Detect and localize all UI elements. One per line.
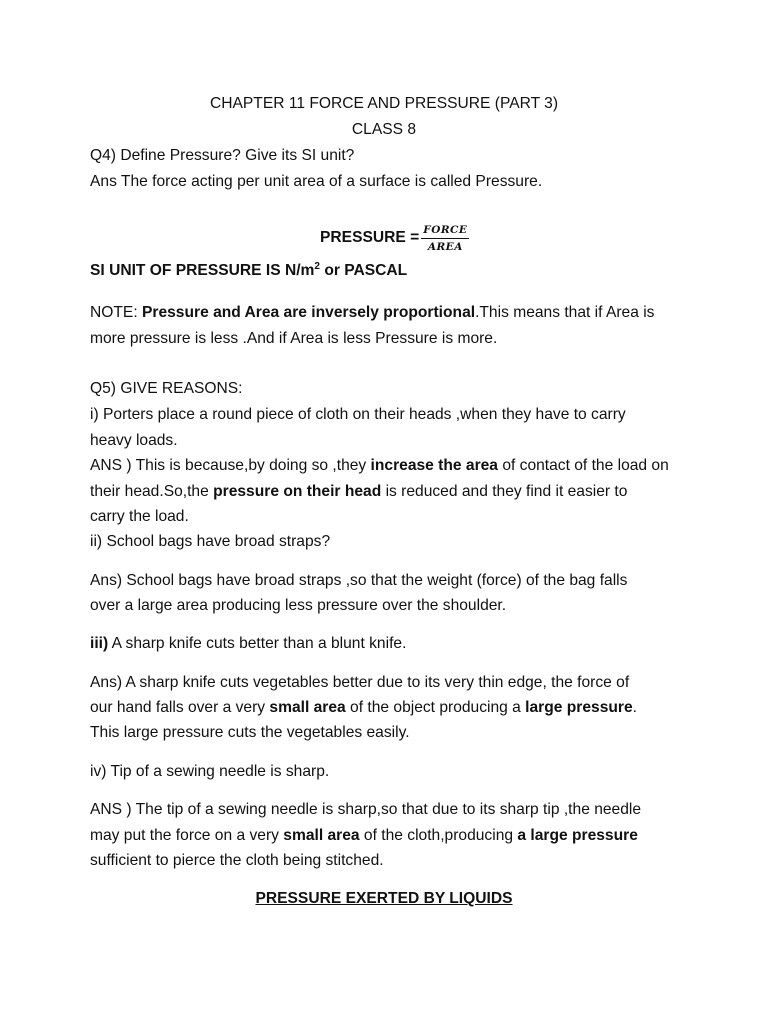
q5-i-answer-line-1 bbox=[90, 456, 669, 476]
si-unit-suffix: or PASCAL bbox=[319, 262, 408, 280]
class-label: CLASS 8 bbox=[351, 121, 417, 138]
si-unit-superscript: 2 bbox=[314, 261, 320, 272]
note-line-1 bbox=[90, 303, 654, 323]
text-span: our hand falls over a very bbox=[90, 699, 270, 716]
text-span: is reduced and they find it easier to bbox=[381, 483, 628, 500]
text-span: of the cloth,producing bbox=[359, 827, 518, 844]
q4-question: Q4) Define Pressure? Give its SI unit? bbox=[90, 147, 355, 164]
q4-answer: Ans The force acting per unit area of a surface is called Pressure. bbox=[90, 173, 543, 190]
bold-span: increase the area bbox=[370, 457, 498, 474]
section-heading-text: PRESSURE EXERTED BY LIQUIDS bbox=[255, 890, 513, 907]
text-span: ANS ) This is because,by doing so ,they bbox=[90, 457, 371, 474]
note-label: NOTE: bbox=[90, 304, 142, 321]
text-span: may put the force on a very bbox=[90, 827, 284, 844]
q5-iii-answer-line-2 bbox=[90, 698, 637, 718]
q5-iii-answer-line-1: Ans) A sharp knife cuts vegetables better due to its very thin edge, the force of bbox=[90, 674, 630, 691]
q5-ii-answer-line-2: over a large area producing less pressure over the shoulder. bbox=[90, 597, 507, 614]
note-rest: .This means that if Area is bbox=[475, 304, 655, 321]
bold-span: small area bbox=[269, 699, 346, 716]
q5-i-answer-line-2 bbox=[90, 482, 627, 502]
bold-span: pressure on their head bbox=[213, 483, 382, 500]
note-bold: Pressure and Area are inversely proportional bbox=[141, 304, 476, 321]
q5-title: Q5) GIVE REASONS: bbox=[90, 380, 243, 397]
si-unit-line bbox=[90, 257, 407, 281]
text-span: of contact of the load on bbox=[497, 457, 669, 474]
text-span: their head.So,the bbox=[90, 483, 214, 500]
q5-iv-answer-line-2 bbox=[90, 826, 638, 846]
formula-numerator: FORCE bbox=[421, 224, 469, 239]
q5-iv-answer-line-3: sufficient to pierce the cloth being stitched. bbox=[90, 852, 384, 869]
bold-span: small area bbox=[283, 827, 360, 844]
q5-iii-question bbox=[90, 634, 406, 654]
text-span: of the object producing a bbox=[345, 699, 526, 716]
q5-ii-question: ii) School bags have broad straps? bbox=[90, 533, 331, 550]
text-span: A sharp knife cuts better than a blunt knife. bbox=[108, 635, 407, 652]
q5-ii-answer-line-1: Ans) School bags have broad straps ,so that the weight (force) of the bag falls bbox=[90, 572, 628, 589]
chapter-title: CHAPTER 11 FORCE AND PRESSURE (PART 3) bbox=[209, 95, 559, 112]
q5-i-answer-line-3: carry the load. bbox=[90, 508, 189, 525]
pressure-formula bbox=[320, 218, 469, 258]
q5-i-question-line-2: heavy loads. bbox=[90, 432, 178, 449]
formula-fraction bbox=[421, 224, 469, 253]
text-span: . bbox=[632, 699, 637, 716]
q5-iv-question: iv) Tip of a sewing needle is sharp. bbox=[90, 763, 330, 780]
bold-span: iii) bbox=[90, 635, 109, 652]
note-line-2: more pressure is less .And if Area is less Pressure is more. bbox=[90, 330, 498, 347]
bold-span: a large pressure bbox=[517, 827, 638, 844]
q5-iv-answer-line-1: ANS ) The tip of a sewing needle is sharp,so that due to its sharp tip ,the needle bbox=[90, 801, 642, 818]
si-unit-prefix: SI UNIT OF PRESSURE IS N/m bbox=[90, 262, 315, 280]
q5-iii-answer-line-3: This large pressure cuts the vegetables easily. bbox=[90, 724, 410, 741]
formula-lhs: PRESSURE = bbox=[320, 229, 420, 246]
bold-span: large pressure bbox=[525, 699, 633, 716]
formula-denominator: AREA bbox=[427, 240, 463, 253]
section-heading bbox=[0, 889, 768, 909]
q5-i-question-line-1: i) Porters place a round piece of cloth on their heads ,when they have to carry bbox=[90, 406, 626, 423]
